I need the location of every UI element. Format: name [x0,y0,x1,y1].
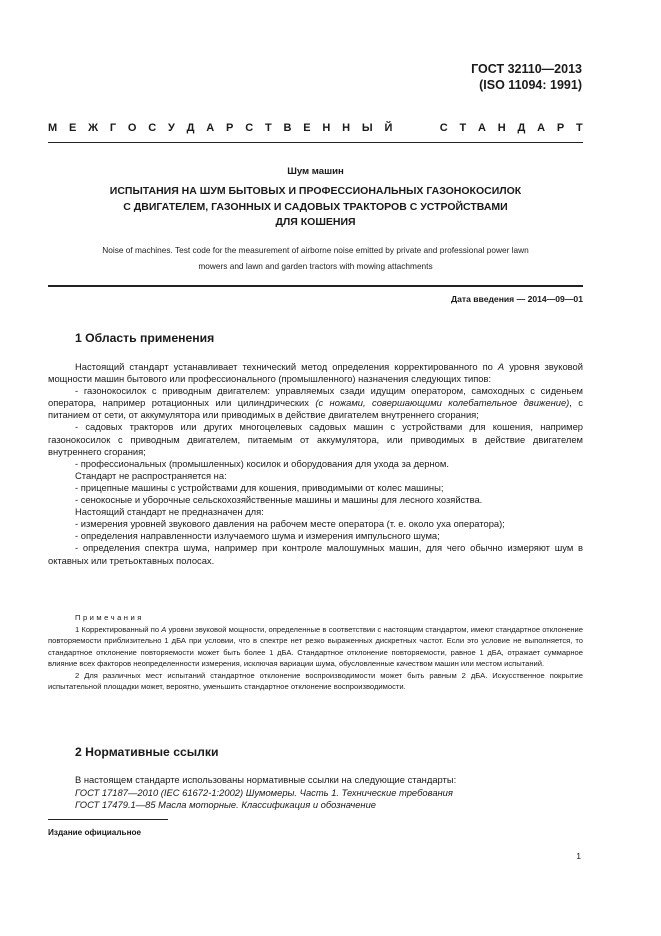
banner-letter: Д [517,122,526,134]
banner-letter: Т [459,122,467,134]
banner-letter: Н [322,122,331,134]
list-item: - прицепные машины с устройствами для кошения, приводимыми от колес машины; [75,481,444,493]
banner-letter: Е [68,122,77,134]
banner-letter [404,122,410,134]
interstate-standard-banner [48,122,583,134]
list-item: - садовых тракторов или других многоцелевых садовых машин с устройствами для кошения, например газонокосилок с приводным двигателем, питаемым от аккумулятора, или приводимых в действие двигателем внутреннего сгорания; [48,421,583,457]
banner-letter: А [537,122,546,134]
banner-letter: Т [576,122,583,134]
banner-letter: М [48,122,58,134]
title-line: ИСПЫТАНИЯ НА ШУМ БЫТОВЫХ И ПРОФЕССИОНАЛЬНЫХ ГАЗОНОКОСИЛОК [109,185,522,197]
title-line: ДЛЯ КОШЕНИЯ [275,216,356,228]
header-rule [48,142,583,143]
page-number: 1 [576,851,581,861]
banner-letter: А [206,122,215,134]
reference-gost-17187: ГОСТ 17187—2010 (IEC 61672-1:2002) Шумомеры. Часть 1. Технические требования [75,786,453,798]
banner-letter: Ж [88,122,99,134]
list-item: - определения направленности излучаемого шума и измерения импульсного шума; [75,530,440,542]
english-title-line: Noise of machines. Test code for the measurement of airborne noise emitted by private and professional power lawn [102,245,529,255]
document-title [48,184,583,231]
gost-number: ГОСТ 32110—2013 [471,62,582,76]
banner-letter: Н [497,122,506,134]
banner-letter: О [127,122,137,134]
title-line: С ДВИГАТЕЛЕМ, ГАЗОННЫХ И САДОВЫХ ТРАКТОРОВ С УСТРОЙСТВАМИ [123,200,508,213]
banner-letter: С [148,122,157,134]
banner-letter: Н [342,122,351,134]
banner-letter: Й [384,122,393,134]
introduction-date: Дата введения — 2014—09—01 [450,294,583,304]
iso-number: (ISO 11094: 1991) [479,78,582,92]
paragraph: Стандарт не распространяется на: [75,469,227,481]
banner-letter: Т [264,122,272,134]
gost-designation [471,61,582,93]
banner-letter: Ы [361,122,373,134]
footer-rule [48,819,168,820]
paragraph: Настоящий стандарт не предназначен для: [75,506,264,518]
banner-letter: А [478,122,486,134]
list-item: - профессиональных (промышленных) косилок и оборудования для ухода за дерном. [75,457,449,469]
reference-gost-17479-1: ГОСТ 17479.1—85 Масла моторные. Классификация и обозначение [75,799,377,811]
official-edition-label: Издание официальное [48,828,142,837]
banner-letter: Г [109,122,117,134]
banner-letter: Р [556,122,565,134]
section-2-body [48,774,583,812]
notes-block [48,612,583,693]
note-2: 2 Для различных мест испытаний стандартное отклонение воспроизводимости может быть равным 2 дБА. Искусственное покрытие испытательной площадки может, вероятно, уменьшить стандартное отклонение воспроизводимости. [48,670,583,691]
banner-letter: Д [186,122,195,134]
list-item: - измерения уровней звукового давления на рабочем месте оператора (т. е. около уха оператора); [75,518,505,530]
list-item: - сенокосные и уборочные сельскохозяйственные машины и машины для лесного хозяйства. [75,494,483,506]
banner-letter: С [439,122,448,134]
notes-heading: Примечания [75,613,144,622]
english-title [48,243,583,274]
title-rule [48,285,583,287]
note-1: 1 Корректированный по А уровни звуковой мощности, определенные в соответствии с настоящим стандартом, имеют стандартное отклонение повторяемости приблизительно 1 дБА при условии, что в спектре нет резко выраженных дискретных частот. Если это условие не выполняется, то стандартное отклонение повторяемости может быть более 1 дБА. Стандартное отклонение повторяемости, равное 1 дБА, отражает суммарное влияние всех факторов неопределенности измерения, исключая вариации шума, обусловленные качеством машин или местом испытаний. [48,624,583,668]
banner-letter: Е [303,122,311,134]
section-1-heading: 1 Область применения [75,331,215,345]
paragraph: В настоящем стандарте использованы нормативные ссылки на следующие стандарты: [75,774,457,785]
english-title-line: mowers and lawn and garden tractors with mowing attachments [198,260,433,271]
banner-letter: У [168,122,175,134]
banner-letter: В [283,122,292,134]
paragraph: Настоящий стандарт устанавливает технический метод определения корректированного по А уровня звуковой мощности машин бытового или профессионального (промышленного) назначения следующих типов: [48,361,583,385]
banner-letter [422,122,428,134]
banner-letter: Р [226,122,234,134]
list-item: - газонокосилок с приводным двигателем: управляемых сзади идущим оператором, самоходных с сиденьем оператора, например ротационных или цилиндрических (с ножами, совершающими колебательное движение), с питанием от сети, от аккумулятора или приводимых в действие двигателем внутреннего сгорания; [48,385,583,421]
section-1-body [48,361,583,567]
section-2-heading: 2 Нормативные ссылки [75,745,219,759]
banner-letter: С [245,122,254,134]
document-subtitle: Шум машин [287,166,344,177]
list-item: - определения спектра шума, например при контроле малошумных машин, для чего обычно измеряют шум в октавных или третьоктавных полосах. [48,542,583,566]
